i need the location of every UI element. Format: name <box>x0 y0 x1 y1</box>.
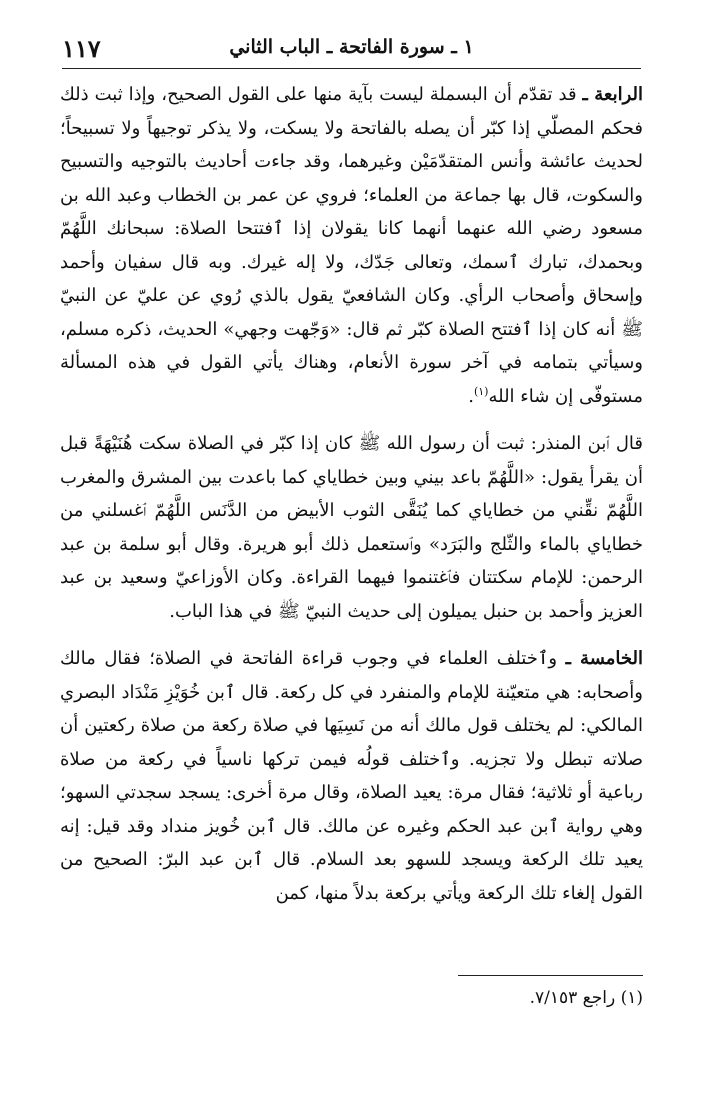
paragraph-text: وٱختلف العلماء في وجوب قراءة الفاتحة في الصلاة؛ فقال مالك وأصحابه: هي متعيّنة للإمام والمنفرد في كل ركعة. قال ٱبن خُوَيْزِ مَنْدَاد البصري المالكي: لم يختلف قول مالك أنه من نَسِيَها في صلاة ركعة من صلاة ركعتين أن صلاته تبطل ولا تجزيه. وٱختلف قولُه فيمن تركها ناسياً في ركعة من صلاة رباعية أو ثلاثية؛ فقال مرة: يعيد الصلاة، وقال مرة أخرى: يسجد سجدتي السهو؛ وهي رواية ٱبن عبد الحكم وغيره عن مالك. قال ٱبن خُويز منداد وقد قيل: إنه يعيد تلك الركعة ويسجد للسهو بعد السلام. قال ٱبن عبد البرّ: الصحيح من القول إلغاء تلك الركعة ويأتي بركعة بدلاً منها، كمن <box>60 648 643 904</box>
paragraph-lead: الخامسة ـ <box>565 648 643 669</box>
paragraph-text: قد تقدّم أن البسملة ليست بآية منها على القول الصحيح، وإذا ثبت ذلك فحكم المصلّي إذا كبّر أن يصله بالفاتحة ولا يسكت، ولا يذكر توجيهاً ولا تسبيحاً؛ لحديث عائشة وأنس المتقدّمَيْن وغيرهما، وقد جاءت أحاديث بالتوجيه والتسبيح والسكوت، قال بها جماعة من العلماء؛ فروي عن عمر بن الخطاب وعبد الله بن مسعود رضي الله عنهما أنهما كانا يقولان إذا ٱفتتحا الصلاة: سبحانك اللَّهُمّ وبحمدك، تبارك ٱسمك، وتعالى جَدّك، ولا إله غيرك. وبه قال سفيان وأحمد وإسحاق وأصحاب الرأي. وكان الشافعيّ يقول بالذي رُوي عن عليّ عن النبيّ ﷺ أنه كان إذا ٱفتتح الصلاة كبّر ثم قال: «وَجّهت وجهي» الحديث، ذكره مسلم، وسيأتي بتمامه في آخر سورة الأنعام، وهناك يأتي القول في هذه المسألة مستوفّى إن شاء الله <box>60 84 643 407</box>
paragraph-tail: . <box>468 385 474 407</box>
paragraph-lead: الرابعة ـ <box>582 84 643 105</box>
footnote-divider <box>458 975 643 976</box>
paragraph-ibn-al-mundhir <box>60 427 643 628</box>
page-body <box>60 78 643 924</box>
footnote: (١) راجع ٧/١٥٣. <box>529 988 643 1008</box>
footnote-reference[interactable]: (١) <box>473 384 489 398</box>
running-title: ١ ـ سورة الفاتحة ـ الباب الثاني <box>229 36 474 58</box>
paragraph-fourth-issue <box>60 78 643 413</box>
page-header <box>62 28 641 68</box>
header-divider <box>62 68 641 69</box>
paragraph-text: قال ٱبن المنذر: ثبت أن رسول الله ﷺ كان إذا كبّر في الصلاة سكت هُنَيْهَةً قبل أن يقرأ يقول: «اللَّهُمّ باعد بيني وبين خطاياي كما باعدت بين المشرق والمغرب اللَّهُمّ نقِّني من خطاياي كما يُنَقَّى الثوب الأبيض من الدَّنَس اللَّهُمّ ٱغسلني من خطاياي بالماء والثّلج والبَرَد» وٱستعمل ذلك أبو هريرة. وقال أبو سلمة بن عبد الرحمن: للإمام سكتتان فٱغتنموا فيهما القراءة. وكان الأوزاعيّ وسعيد بن عبد العزيز وأحمد بن حنبل يميلون إلى حديث النبيّ ﷺ في هذا الباب. <box>60 433 643 622</box>
paragraph-fifth-issue <box>60 642 643 910</box>
page-number: ١١٧ <box>62 34 101 63</box>
